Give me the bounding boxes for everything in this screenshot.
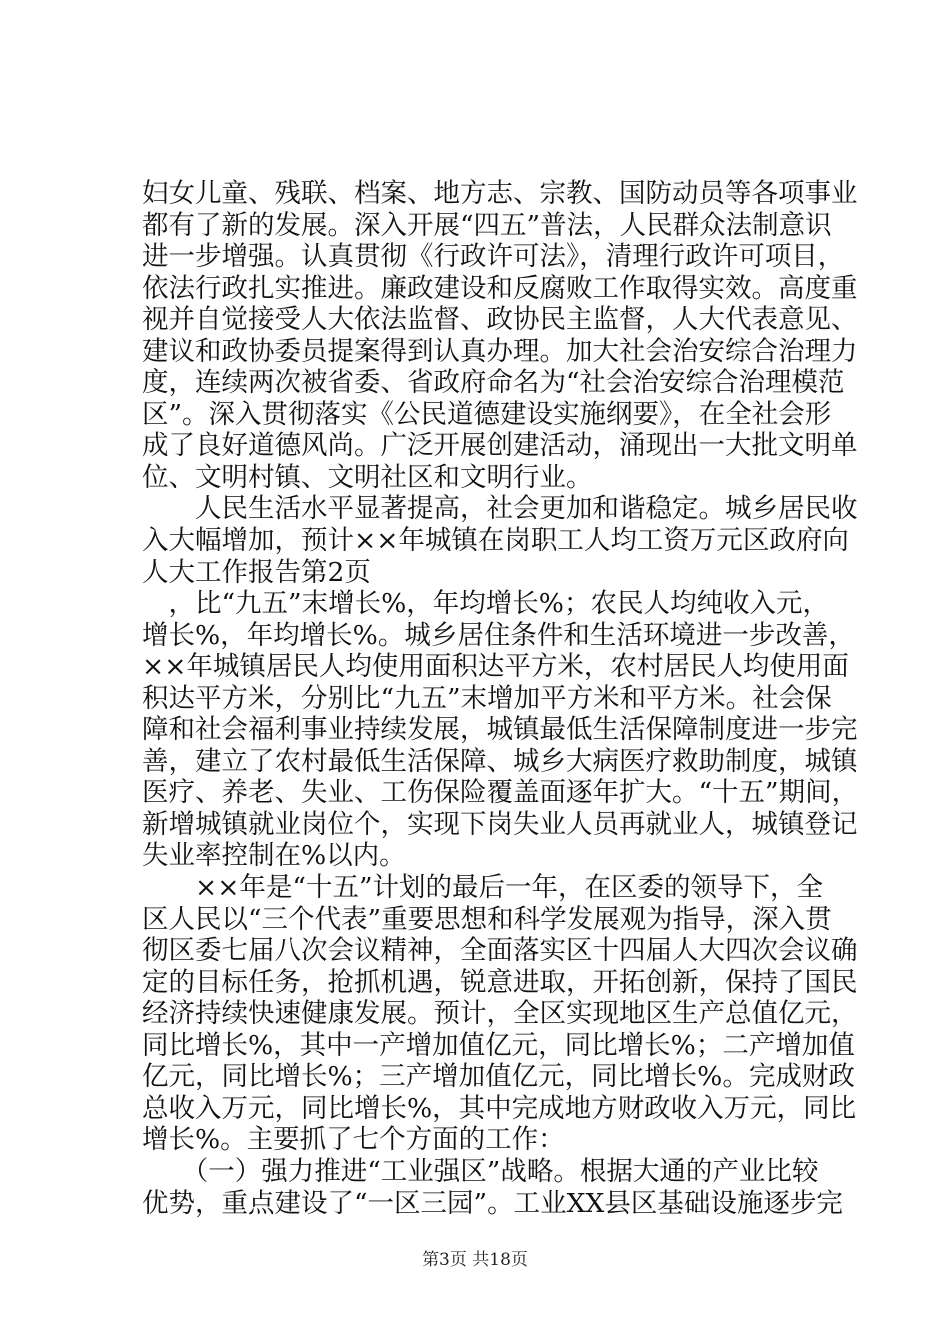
text-line: 成了良好道德风尚。广泛开展创建活动，涌现出一大批文明单 [142,430,858,462]
text-line: 依法行政扎实推进。廉政建设和反腐败工作取得实效。高度重 [142,272,858,304]
text-line: 区”。深入贯彻落实《公民道德建设实施纲要》，在全社会形 [142,398,832,430]
text-line: 经济持续快速健康发展。预计，全区实现地区生产总值亿元， [142,998,858,1030]
text-line: 位、文明村镇、文明社区和文明行业。 [142,461,593,493]
text-line: 优势，重点建设了“一区三园”。工业XX县区基础设施逐步完 [142,1187,843,1219]
text-line: ，比“九五”末增长%，年均增长%；农民人均纯收入元， [142,588,829,620]
text-line: （一）强力推进“工业强区”战略。根据大通的产业比较 [142,1155,819,1187]
text-line: 人民生活水平显著提高，社会更加和谐稳定。城乡居民收 [142,493,858,525]
text-line: 亿元，同比增长%；三产增加值亿元，同比增长%。完成财政 [142,1061,855,1093]
text-line: ××年是“十五”计划的最后一年，在区委的领导下，全 [142,872,824,904]
text-line: 视并自觉接受人大依法监督、政协民主监督，人大代表意见、 [142,304,858,336]
text-line: 医疗、养老、失业、工伤保险覆盖面逐年扩大。“十五”期间， [142,777,859,809]
page-footer: 第3页 共18页 [422,1250,528,1270]
text-line: 妇女儿童、残联、档案、地方志、宗教、国防动员等各项事业 [142,178,858,209]
text-line: 增长%，年均增长%。城乡居住条件和生活环境进一步改善， [142,619,855,651]
text-line: 区人民以“三个代表”重要思想和科学发展观为指导，深入贯 [142,903,832,935]
text-line: 彻区委七届八次会议精神，全面落实区十四届人大四次会议确 [142,935,858,967]
text-line: 增长%。主要抓了七个方面的工作： [142,1124,565,1156]
text-line: 都有了新的发展。深入开展“四五”普法，人民群众法制意识 [142,209,832,241]
text-line: 新增城镇就业岗位个，实现下岗失业人员再就业人，城镇登记 [142,808,858,840]
text-line: 失业率控制在%以内。 [142,840,406,872]
body-text [142,178,859,1219]
text-line: 障和社会福利事业持续发展，城镇最低生活保障制度进一步完 [142,714,858,746]
text-line: 进一步增强。认真贯彻《行政许可法》，清理行政许可项目， [142,241,845,273]
text-line: 入大幅增加，预计××年城镇在岗职工人均工资万元区政府向 [142,525,849,557]
text-line: 同比增长%，其中一产增加值亿元，同比增长%；二产增加值 [142,1029,855,1061]
text-line: 善，建立了农村最低生活保障、城乡大病医疗救助制度，城镇 [142,745,858,777]
text-line: 人大工作报告第2页 [142,556,371,588]
text-line: ××年城镇居民人均使用面积达平方米，农村居民人均使用面 [142,651,849,683]
text-line: 定的目标任务，抢抓机遇，锐意进取，开拓创新，保持了国民 [142,966,858,998]
text-line: 建议和政协委员提案得到认真办理。加大社会治安综合治理力 [142,335,858,367]
text-line: 积达平方米，分别比“九五”末增加平方米和平方米。社会保 [142,682,832,714]
text-line: 总收入万元，同比增长%，其中完成地方财政收入万元，同比 [142,1092,857,1124]
text-line: 度，连续两次被省委、省政府命名为“社会治安综合治理模范 [142,367,845,399]
